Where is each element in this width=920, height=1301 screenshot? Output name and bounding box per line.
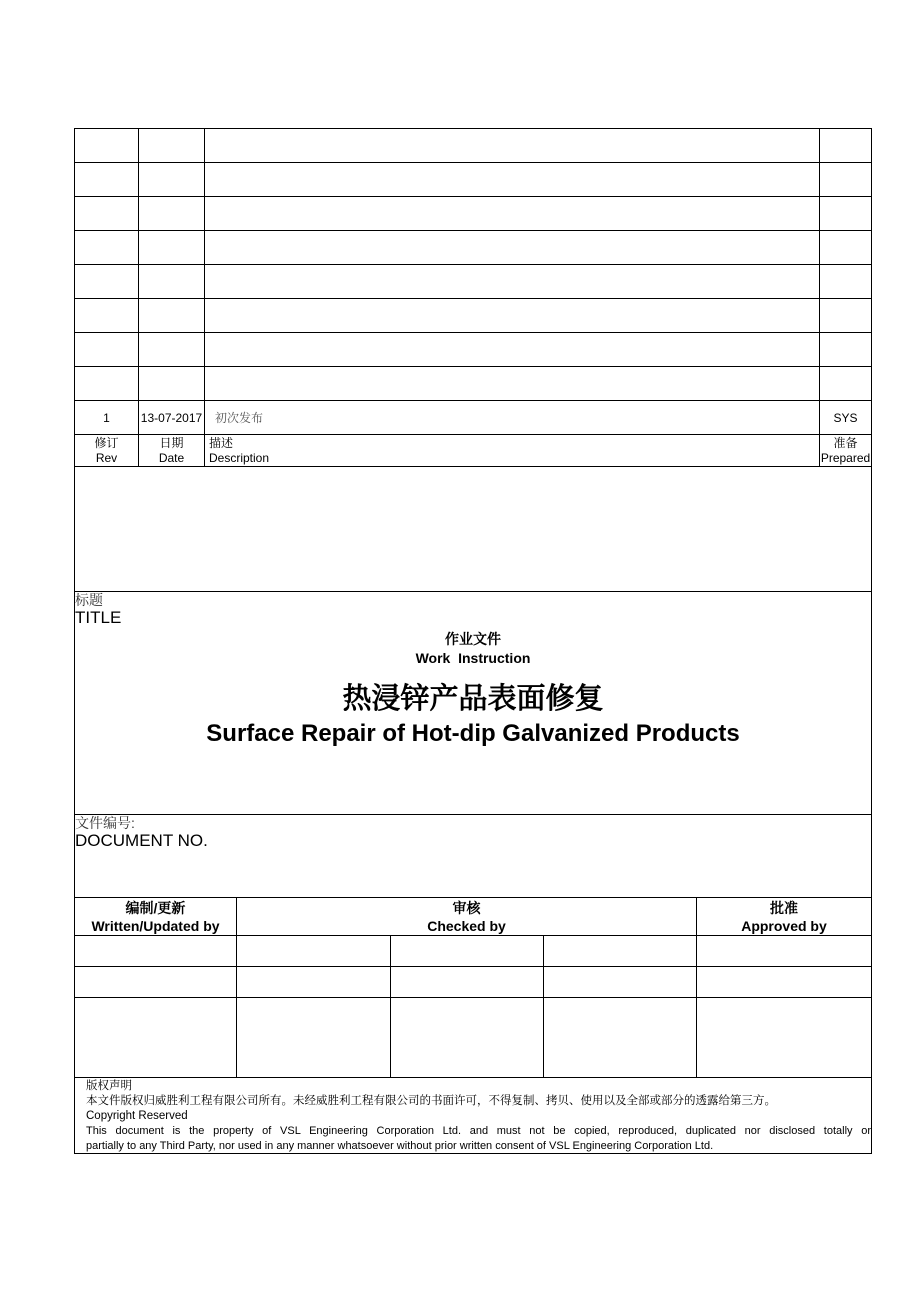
written-by-header [75,898,237,936]
revision-empty-row [75,333,872,367]
copyright-text-en-2: partially to any Third Party, nor used in any manner whatsoever without prior written consent of VSL Engineering Corporation Ltd. [86,1140,714,1152]
prep-header-cn: 准备 [833,435,858,450]
signature-row [75,998,872,1078]
document-number-block [74,814,872,898]
written-by-cn: 编制/更新 [125,899,186,916]
rev-header-en: Rev [95,450,118,465]
rev-description: 初次发布 [215,411,264,425]
rev-header-cn: 修订 [94,435,119,450]
copyright-block [74,1077,872,1154]
revision-empty-row [75,197,872,231]
blank-block [74,464,872,592]
copyright-title-en: Copyright Reserved [86,1110,188,1122]
doc-type-en: Work Instruction [415,650,531,666]
docno-label-cn: 文件编号: [75,815,135,831]
checked-by-cn: 审核 [452,899,481,916]
revision-table [74,128,872,467]
rev-number: 1 [75,401,139,435]
signature-row [75,967,872,998]
rev-date: 13-07-2017 [139,401,205,435]
revision-empty-row [75,265,872,299]
title-label-cn: 标题 [75,592,103,608]
title-block [74,591,872,815]
written-by-en: Written/Updated by [91,917,220,934]
revision-empty-row [75,367,872,401]
revision-empty-row [75,299,872,333]
docno-label-en: DOCUMENT NO. [75,831,208,850]
copyright-title-cn: 版权声明 [86,1080,132,1092]
document-title-cn: 热浸锌产品表面修复 [342,683,604,715]
document-title-en: Surface Repair of Hot-dip Galvanized Products [206,720,740,747]
revision-empty-row [75,231,872,265]
desc-header-cn: 描述 [209,435,234,450]
signature-row [75,936,872,967]
checked-by-en: Checked by [427,917,506,934]
copyright-text-en-1: This document is the property of VSL Engineering Corporation Ltd. and must not be copied, reproduced, duplicated nor disclosed totally or [86,1125,871,1137]
signature-table [74,897,872,1078]
rev-prepared: SYS [820,401,872,435]
revision-empty-row [75,129,872,163]
date-header-en: Date [158,450,185,465]
prep-header-en: Prepared [820,450,871,465]
revision-row [75,401,872,435]
desc-header-en: Description [209,450,270,465]
date-header-cn: 日期 [159,435,184,450]
approved-by-header [697,898,872,936]
revision-empty-row [75,163,872,197]
doc-type-cn: 作业文件 [445,631,501,647]
title-label-en: TITLE [75,608,122,627]
revision-header-row [75,435,872,467]
approved-by-en: Approved by [741,917,827,934]
checked-by-header [237,898,697,936]
approved-by-cn: 批准 [770,899,798,916]
copyright-text-cn: 本文件版权归威胜利工程有限公司所有。未经威胜利工程有限公司的书面许可，不得复制、拷贝、使用以及全部或部分的透露给第三方。 [86,1095,776,1107]
